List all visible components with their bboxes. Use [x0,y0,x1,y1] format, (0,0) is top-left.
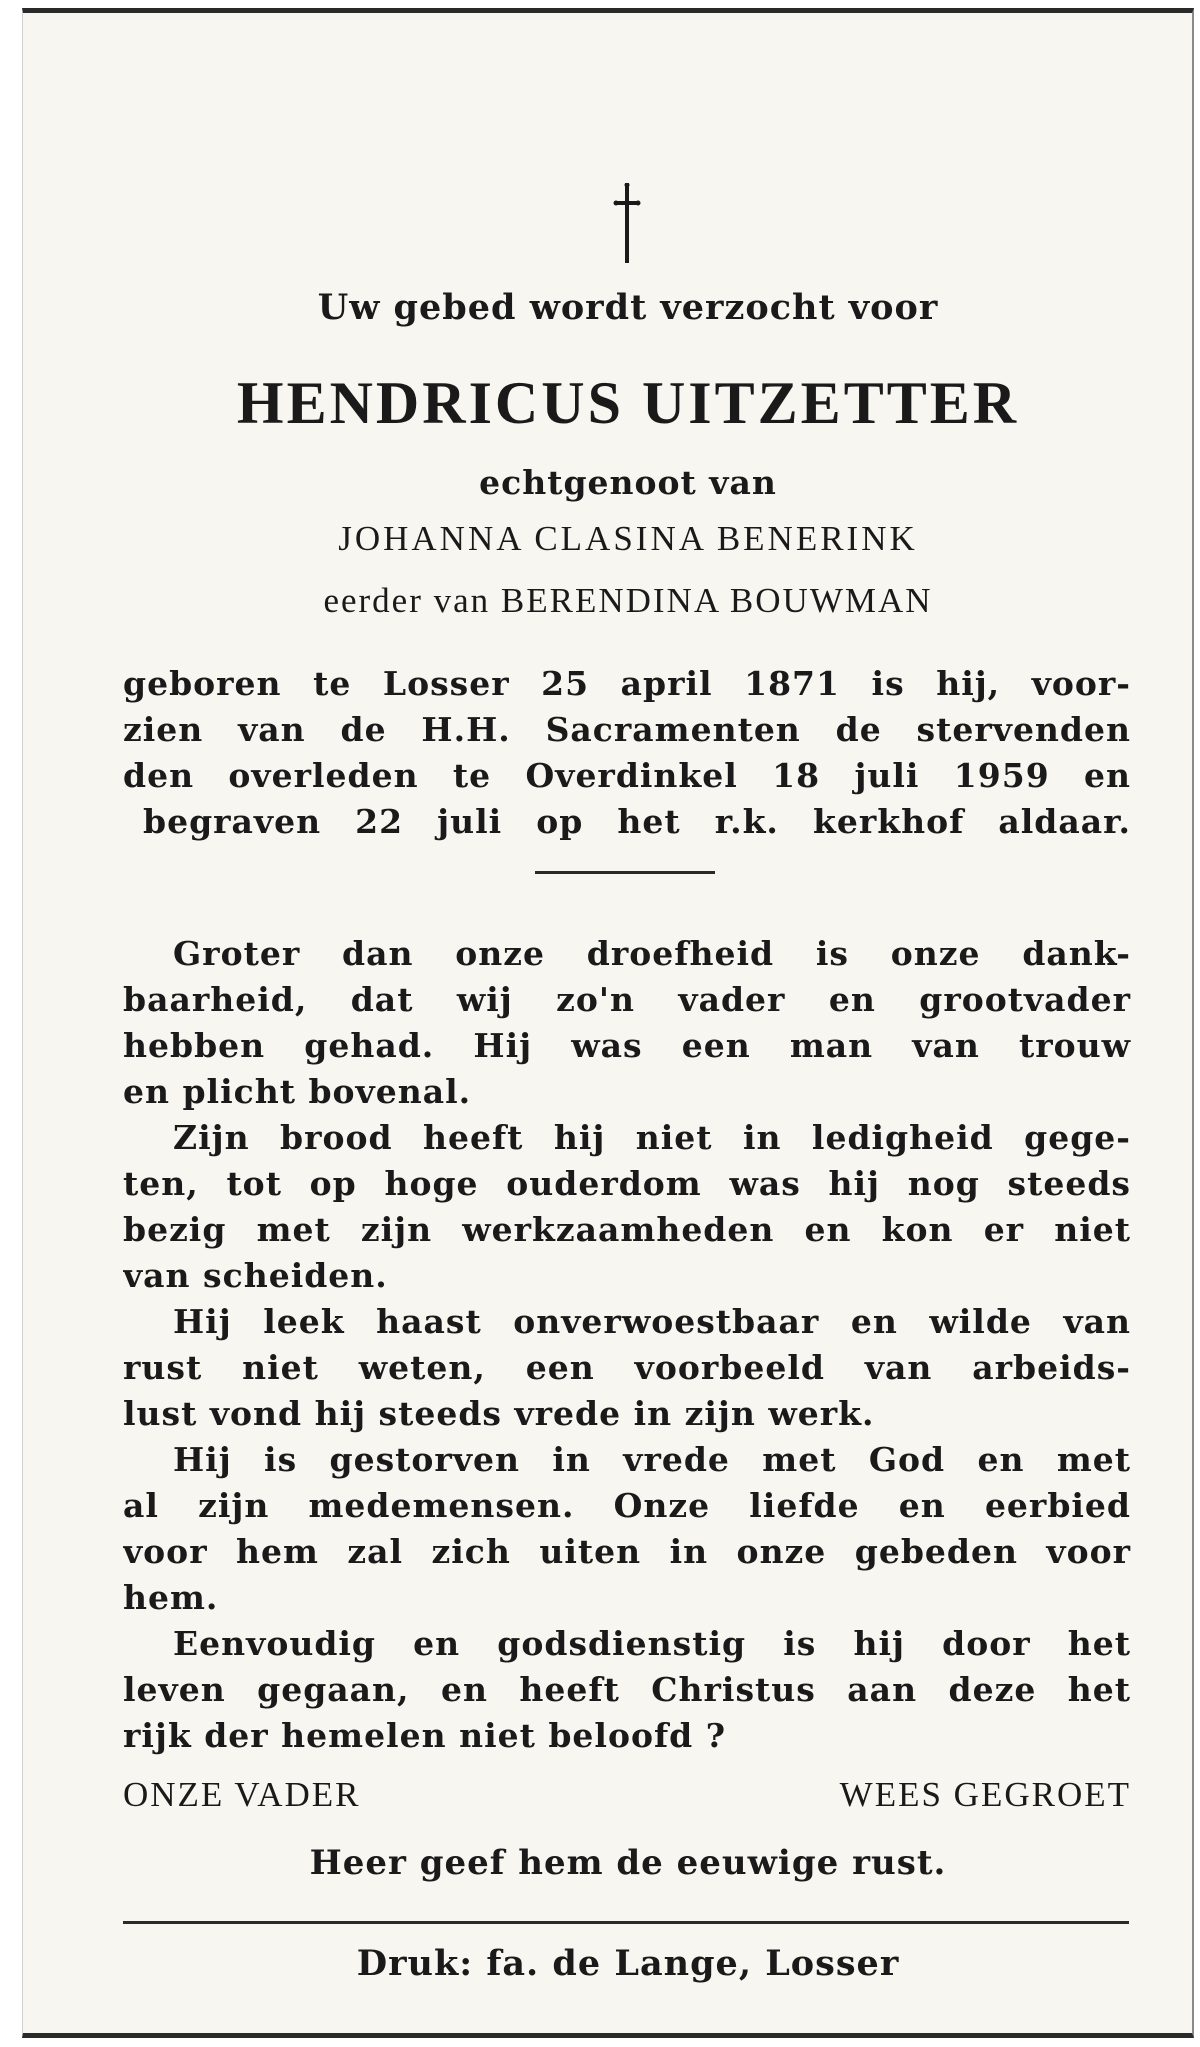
text-line: Hij is gestorven in vrede met God en met [173,1440,1131,1479]
bio-line: zien van de H.H. Sacramenten de stervenden [123,710,1131,749]
text-line: Zijn brood heeft hij niet in ledigheid gege- [173,1118,1131,1157]
divider [535,871,715,874]
spouse-name: JOHANNA CLASINA BENERINK [338,519,918,558]
biography [123,661,1131,845]
text-line: hebben gehad. Hij was een man van trouw [123,1026,1131,1065]
text-line: Groter dan onze droefheid is onze dank- [173,934,1131,973]
text-line: baarheid, dat wij zo'n vader en grootvader [123,980,1131,1019]
text-line: Eenvoudig en godsdienstig is hij door het [173,1624,1131,1663]
former-spouse: eerder van BERENDINA BOUWMAN [323,581,933,620]
spouse-label: echtgenoot van [479,463,777,502]
prayer-request: Uw gebed wordt verzocht voor [317,287,939,328]
deceased-name: HENDRICUS UITZETTER [236,370,1020,436]
text-line: bezig met zijn werkzaamheden en kon er niet [123,1210,1131,1249]
footer-divider [123,1921,1129,1924]
prayer-hail-mary: WEES GEGROET [839,1775,1131,1814]
latin-cross-icon [612,183,642,263]
text-line: leven gegaan, en heeft Christus aan deze het [123,1670,1131,1709]
text-line: Hij leek haast onverwoestbaar en wilde van [173,1302,1131,1341]
text-line: rijk der hemelen niet beloofd ? [123,1716,727,1755]
text-line: al zijn medemensen. Onze liefde en eerbied [123,1486,1131,1525]
text-line: voor hem zal zich uiten in onze gebeden voor [123,1532,1131,1571]
text-line: en plicht bovenal. [123,1072,472,1111]
bio-line: den overleden te Overdinkel 18 juli 1959 en [123,756,1131,795]
closing-prayer: Heer geef hem de eeuwige rust. [309,1843,947,1883]
printer-credit: Druk: fa. de Lange, Losser [356,1943,900,1984]
tribute-text [123,931,1131,1759]
text-line: ten, tot op hoge ouderdom was hij nog steeds [123,1164,1131,1203]
text-line: van scheiden. [123,1256,388,1295]
text-line: rust niet weten, een voorbeeld van arbeids- [123,1348,1131,1387]
bio-line: begraven 22 juli op het r.k. kerkhof aldaar. [143,802,1131,841]
text-line: hem. [123,1578,219,1617]
prayer-our-father: ONZE VADER [123,1775,361,1814]
bio-line: geboren te Losser 25 april 1871 is hij, voor- [123,664,1131,703]
memorial-card [22,8,1194,2038]
text-line: lust vond hij steeds vrede in zijn werk. [123,1394,875,1433]
